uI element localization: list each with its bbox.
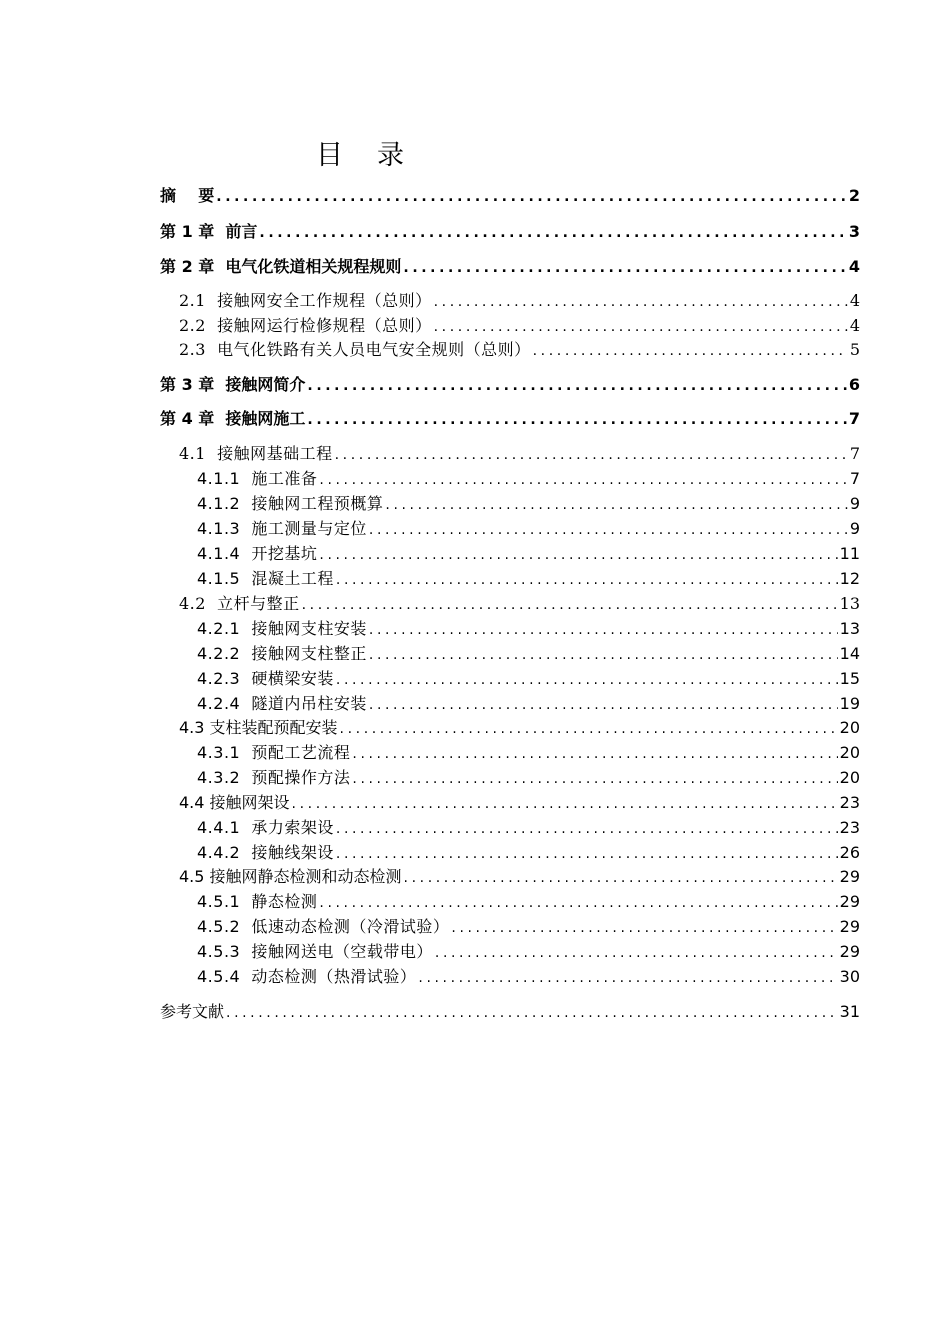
toc-entry[interactable]: 4.2.2 接触网支柱整正 ..... 14 bbox=[197, 644, 860, 664]
toc-entry[interactable]: 第 3 章 接触网简介 ..... 6 bbox=[160, 375, 860, 395]
toc-entry[interactable]: 4.3 支柱装配预配安装 ..... 20 bbox=[179, 718, 860, 738]
toc-entry[interactable]: 2.1 接触网安全工作规程（总则） ..... 4 bbox=[179, 291, 860, 311]
toc-entry[interactable]: 第 1 章 前言 ..... 3 bbox=[160, 222, 860, 242]
toc-entry[interactable]: 4.1.3 施工测量与定位 ..... 9 bbox=[197, 519, 860, 539]
toc-entry[interactable]: 4.1 接触网基础工程 ..... 7 bbox=[179, 444, 860, 464]
toc-title bbox=[0, 133, 720, 172]
toc-entry[interactable]: 第 4 章 接触网施工 ..... 7 bbox=[160, 409, 860, 429]
toc-entry[interactable]: 4.5.1 静态检测 ..... 29 bbox=[197, 892, 860, 912]
toc-entry[interactable]: 参考文献 ..... 31 bbox=[160, 1002, 860, 1022]
toc-entry[interactable]: 4.1.1 施工准备 ..... 7 bbox=[197, 469, 860, 489]
toc-entry[interactable]: 4.5.3 接触网送电（空载带电） ..... 29 bbox=[197, 942, 860, 962]
toc-entry[interactable]: 4.5.2 低速动态检测（冷滑试验） ..... 29 bbox=[197, 917, 860, 937]
toc-entry[interactable]: 2.3 电气化铁路有关人员电气安全规则（总则） ..... 5 bbox=[179, 340, 860, 360]
toc-entry[interactable]: 4.1.2 接触网工程预概算 ..... 9 bbox=[197, 494, 860, 514]
toc-entry[interactable]: 4.2.3 硬横梁安装 ..... 15 bbox=[197, 669, 860, 689]
toc-entry[interactable]: 4.1.4 开挖基坑 ..... 11 bbox=[197, 544, 860, 564]
toc-entry[interactable]: 4.4.1 承力索架设 ..... 23 bbox=[197, 818, 860, 838]
toc-entry[interactable]: 4.2.1 接触网支柱安装 ..... 13 bbox=[197, 619, 860, 639]
toc-entry[interactable]: 4.5 接触网静态检测和动态检测 ..... 29 bbox=[179, 867, 860, 887]
toc-entry[interactable]: 摘 要 ..... 2 bbox=[160, 186, 860, 206]
toc-entry[interactable]: 4.1.5 混凝土工程 ..... 12 bbox=[197, 569, 860, 589]
toc-entry[interactable]: 4.4 接触网架设 ..... 23 bbox=[179, 793, 860, 813]
toc-entry[interactable]: 2.2 接触网运行检修规程（总则） ..... 4 bbox=[179, 316, 860, 336]
toc-entry[interactable]: 4.4.2 接触线架设 ..... 26 bbox=[197, 843, 860, 863]
toc-entry[interactable]: 4.2 立杆与整正 ..... 13 bbox=[179, 594, 860, 614]
toc-title-left: 目 bbox=[316, 140, 343, 171]
toc-entry[interactable]: 4.3.2 预配操作方法 ..... 20 bbox=[197, 768, 860, 788]
toc-title-right: 录 bbox=[377, 140, 404, 171]
toc-entry[interactable]: 4.2.4 隧道内吊柱安装 ..... 19 bbox=[197, 694, 860, 714]
toc-entry[interactable]: 4.3.1 预配工艺流程 ..... 20 bbox=[197, 743, 860, 763]
toc-entry[interactable]: 4.5.4 动态检测（热滑试验） ..... 30 bbox=[197, 967, 860, 987]
toc-entry[interactable]: 第 2 章 电气化铁道相关规程规则 ..... 4 bbox=[160, 257, 860, 277]
